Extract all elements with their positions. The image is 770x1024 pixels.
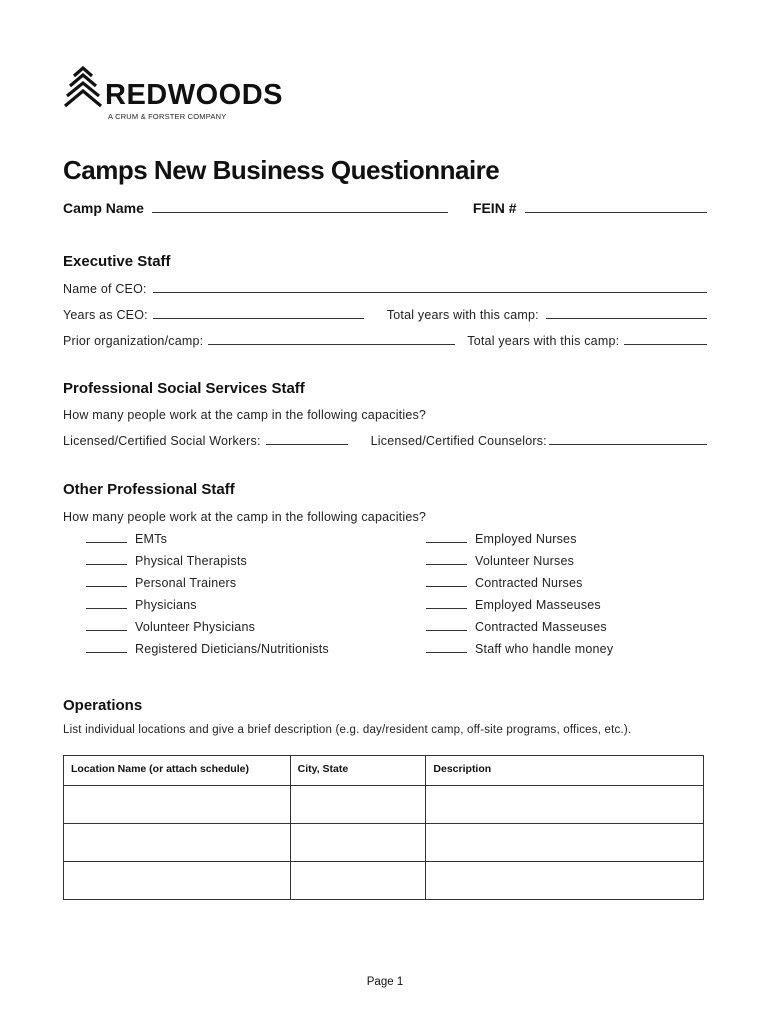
table-row [64,786,704,824]
table-row [64,862,704,900]
column-header-description: Description [426,756,704,786]
page-title: Camps New Business Questionnaire [63,155,500,185]
other-staff-question: How many people work at the camp in the following capacities? [63,510,427,524]
operations-heading: Operations [63,697,143,714]
logo-tagline: A CRUM & FORSTER COMPANY [108,112,227,121]
social-services-heading: Professional Social Services Staff [63,380,305,397]
count-field[interactable] [426,586,467,587]
other-staff-left-item: Volunteer Physicians [86,620,255,634]
count-field[interactable] [426,608,467,609]
total-years-label: Total years with this camp: [386,308,539,322]
fein-field[interactable] [525,212,708,213]
table-row [64,824,704,862]
camp-name-field[interactable] [152,212,448,213]
years-ceo-row [63,308,707,322]
operations-table [63,755,704,900]
other-staff-right-item: Contracted Masseuses [426,620,607,634]
count-field[interactable] [426,630,467,631]
count-field[interactable] [426,564,467,565]
count-field[interactable] [426,652,467,653]
other-staff-left-item: Physicians [86,598,197,612]
total-years-field[interactable] [546,318,707,319]
social-workers-label: Licensed/Certified Social Workers: [63,434,261,448]
count-field[interactable] [86,652,127,653]
page-number: Page 1 [366,976,404,988]
camp-info-row [63,200,707,216]
other-staff-right-item: Employed Masseuses [426,598,601,612]
other-staff-left-item: Registered Dieticians/Nutritionists [86,642,329,656]
years-ceo-label: Years as CEO: [63,308,148,322]
social-counts-row [63,434,707,448]
executive-staff-heading: Executive Staff [63,253,171,270]
other-staff-left-item: Physical Therapists [86,554,247,568]
camp-name-label: Camp Name [63,200,144,216]
description-cell[interactable] [426,862,704,900]
ceo-name-row [63,282,707,296]
city-state-cell[interactable] [290,862,426,900]
ceo-name-field[interactable] [153,292,707,293]
logo-wordmark: REDWOODS [105,79,283,111]
table-header-row [64,756,704,786]
city-state-cell[interactable] [290,824,426,862]
location-cell[interactable] [64,824,291,862]
operations-instruction: List individual locations and give a brief description (e.g. day/resident camp, off-site programs, offices, etc.). [63,724,632,736]
other-staff-right-item: Employed Nurses [426,532,577,546]
years-ceo-field[interactable] [153,318,364,319]
count-field[interactable] [86,586,127,587]
ceo-name-label: Name of CEO: [63,282,147,296]
count-field[interactable] [86,564,127,565]
count-field[interactable] [86,608,127,609]
total-years-field-2[interactable] [624,344,707,345]
other-staff-right-item: Contracted Nurses [426,576,583,590]
other-staff-right-item: Staff who handle money [426,642,613,656]
counselors-label: Licensed/Certified Counselors: [370,434,547,448]
social-services-question: How many people work at the camp in the following capacities? [63,408,427,422]
column-header-city-state: City, State [290,756,426,786]
other-staff-left-item: Personal Trainers [86,576,236,590]
other-staff-left-item: EMTs [86,532,167,546]
count-field[interactable] [86,630,127,631]
other-staff-right-item: Volunteer Nurses [426,554,574,568]
prior-org-row [63,334,707,348]
prior-org-label: Prior organization/camp: [63,334,204,348]
redwoods-logo [64,66,304,124]
column-header-location: Location Name (or attach schedule) [64,756,291,786]
description-cell[interactable] [426,786,704,824]
city-state-cell[interactable] [290,786,426,824]
total-years-label-2: Total years with this camp: [467,334,620,348]
prior-org-field[interactable] [208,344,455,345]
counselors-field[interactable] [549,444,707,445]
fein-label: FEIN # [472,200,517,216]
count-field[interactable] [426,542,467,543]
description-cell[interactable] [426,824,704,862]
count-field[interactable] [86,542,127,543]
location-cell[interactable] [64,862,291,900]
social-workers-field[interactable] [266,444,348,445]
other-staff-heading: Other Professional Staff [63,481,235,498]
location-cell[interactable] [64,786,291,824]
tree-icon [64,66,102,108]
